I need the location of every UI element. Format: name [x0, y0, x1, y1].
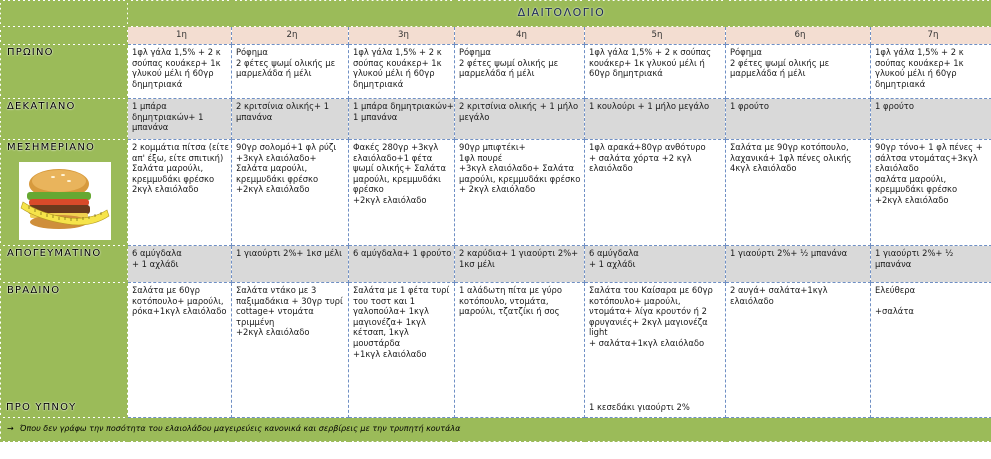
meal-cell: Ελεύθερα +σαλάτα [871, 283, 991, 418]
meal-cell: 90γρ τόνο+ 1 φλ πένες + σάλτσα ντομάτας+3κγλ ελαιόλαδο σαλάτα μαρούλι, κρεμμυδάκι φρέσκο +2κγλ ελαιόλαδο [871, 140, 991, 246]
meal-row-breakfast [1, 45, 991, 99]
meal-cell: Σαλάτα ντάκο με 3 παξιμαδάκια + 30γρ τυρί cottage+ ντομάτα τριμμένη +2κγλ ελαιόλαδο [232, 283, 349, 418]
meal-label-with-image [1, 140, 128, 246]
meal-cell: 1 μπάρα δημητριακών+ 1 μπανάνα [128, 99, 232, 140]
meal-cell: Ρόφημα 2 φέτες ψωμί ολικής με μαρμελάδα ή μέλι [232, 45, 349, 99]
meal-cell: Σαλάτα με 60γρ κοτόπουλο+ μαρούλι, ρόκα+1κγλ ελαιόλαδο [128, 283, 232, 418]
meal-cell: 6 αμύγδαλα + 1 αχλάδι [128, 246, 232, 283]
meal-cell: 1φλ γάλα 1,5% + 2 κ σούπας κουάκερ+ 1κ γλυκού μέλι ή 60γρ δημητριακά [128, 45, 232, 99]
meal-cell: 2 κριτσίνια ολικής+ 1 μπανάνα [232, 99, 349, 140]
meal-cell: 90γρ μπιφτέκι+ 1φλ πουρέ +3κγλ ελαιόλαδο+ Σαλάτα μαρούλι, κρεμμυδάκι φρέσκο + 2κγλ ελαιόλαδο [455, 140, 585, 246]
before-sleep-label: ΠΡΟ ΥΠΝΟΥ [6, 402, 77, 413]
meal-row-lunch [1, 140, 991, 246]
meal-row-snack [1, 99, 991, 140]
meal-cell: Σαλάτα με 1 φέτα τυρί του τοστ και 1 γαλοπούλα+ 1κγλ μαγιονέζα+ 1κγλ κέτσαπ, 1κγλ μουστάρδα +1κγλ ελαιόλαδο [349, 283, 455, 418]
meal-cell: 1 κουλούρι + 1 μήλο μεγάλο [585, 99, 726, 140]
meal-cell: 90γρ σολομό+1 φλ ρύζι +3κγλ ελαιόλαδο+ Σαλάτα μαρούλι, κρεμμυδάκι φρέσκο +2κγλ ελαιόλαδο [232, 140, 349, 246]
before-sleep-cell: 1 κεσεδάκι γιαούρτι 2% [589, 402, 690, 413]
meal-row-afternoon [1, 246, 991, 283]
corner-cell [1, 1, 128, 27]
footer-note [1, 418, 991, 442]
day-header: 5η [585, 27, 726, 45]
meal-cell: 1 αλάδωτη πίτα με γύρο κοτόπουλο, ντομάτα, μαρούλι, τζατζίκι ή σος [455, 283, 585, 418]
meal-cell: Σαλάτα του Καίσαρα με 60γρ κοτόπουλο+ μαρούλι, ντομάτα+ λίγα κρουτόν ή 2 φρυγανιές+ 2κγλ μαγιονέζα light + σαλάτα+1κγλ ελαιόλαδο [589, 285, 713, 348]
meal-cell: 1 φρούτο [871, 99, 991, 140]
arrow-right-icon: → [7, 424, 14, 434]
corner-cell [1, 27, 128, 45]
day-header: 6η [726, 27, 871, 45]
day-header: 1η [128, 27, 232, 45]
meal-cell: 2 κριτσίνια ολικής + 1 μήλο μεγάλο [455, 99, 585, 140]
day-header: 3η [349, 27, 455, 45]
meal-cell: 1 γιαούρτι 2%+ ½ μπανάνα [726, 246, 871, 283]
sheet-title: ΔΙΑΙΤΟΛΟΓΙΟ [128, 1, 991, 27]
meal-cell: 6 αμύγδαλα + 1 αχλάδι [585, 246, 726, 283]
meal-cell: Ρόφημα 2 φέτες ψωμί ολικής με μαρμελάδα ή μέλι [455, 45, 585, 99]
meal-cell: 1 φρούτο [726, 99, 871, 140]
meal-cell-day5 [585, 283, 726, 418]
day-header: 7η [871, 27, 991, 45]
meal-cell: 1 μπάρα δημητριακών+ 1 μπανάνα [349, 99, 455, 140]
meal-row-dinner [1, 283, 991, 418]
meal-cell: Ρόφημα 2 φέτες ψωμί ολικής με μαρμελάδα ή μέλι [726, 45, 871, 99]
meal-cell: 2 κομμάτια πίτσα (είτε απ' έξω, είτε σπιτική) Σαλάτα μαρούλι, κρεμμυδάκι φρέσκο 2κγλ ελαιόλαδο [128, 140, 232, 246]
meal-cell: 6 αμύγδαλα+ 1 φρούτο [349, 246, 455, 283]
day-header: 2η [232, 27, 349, 45]
meal-label: ΜΕΣΗΜΕΡΙΑΝΟ [7, 142, 96, 153]
footer-text: Όπου δεν γράφω την ποσότητα του ελαιολάδου μαγειρεύεις κανονικά και σερβίρεις με την τρυπητή κουτάλα [19, 424, 461, 434]
meal-label: ΔΕΚΑΤΙΑΝΟ [1, 99, 128, 140]
burger-measuring-tape-icon [19, 162, 111, 240]
day-header-row [1, 27, 991, 45]
meal-cell: 1φλ γάλα 1,5% + 2 κ σούπας κουάκερ+ 1κ γλυκού μέλι ή 60γρ δημητριακά [871, 45, 991, 99]
meal-cell: 1φλ γάλα 1,5% + 2 κ σούπας κουάκερ+ 1κ γλυκού μέλι ή 60γρ δημητριακά [585, 45, 726, 99]
meal-cell: Σαλάτα με 90γρ κοτόπουλο, λαχανικά+ 1φλ πένες ολικής 4κγλ ελαιόλαδο [726, 140, 871, 246]
meal-cell: 1 γιαούρτι 2%+ ½ μπανάνα [871, 246, 991, 283]
meal-cell: 2 αυγά+ σαλάτα+1κγλ ελαιόλαδο [726, 283, 871, 418]
title-row [1, 1, 991, 27]
meal-cell: 1 γιαούρτι 2%+ 1κσ μέλι [232, 246, 349, 283]
meal-cell: 1φλ αρακά+80γρ ανθότυρο + σαλάτα χόρτα +2 κγλ ελαιόλαδο [585, 140, 726, 246]
meal-label: ΒΡΑΔΙΝΟ [1, 283, 128, 418]
meal-cell: 2 καρύδια+ 1 γιαούρτι 2%+ 1κσ μέλι [455, 246, 585, 283]
footer-row [1, 418, 991, 442]
day-header: 4η [455, 27, 585, 45]
meal-cell: Φακές 280γρ +3κγλ ελαιόλαδο+1 φέτα ψωμί ολικής+ Σαλάτα μαρούλι, κρεμμυδάκι φρέσκο +2κγλ ελαιόλαδο [349, 140, 455, 246]
meal-label: ΑΠΟΓΕΥΜΑΤΙΝΟ [1, 246, 128, 283]
meal-label: ΠΡΩΙΝΟ [1, 45, 128, 99]
meal-cell: 1φλ γάλα 1,5% + 2 κ σούπας κουάκερ+ 1κ γλυκού μέλι ή 60γρ δημητριακά [349, 45, 455, 99]
